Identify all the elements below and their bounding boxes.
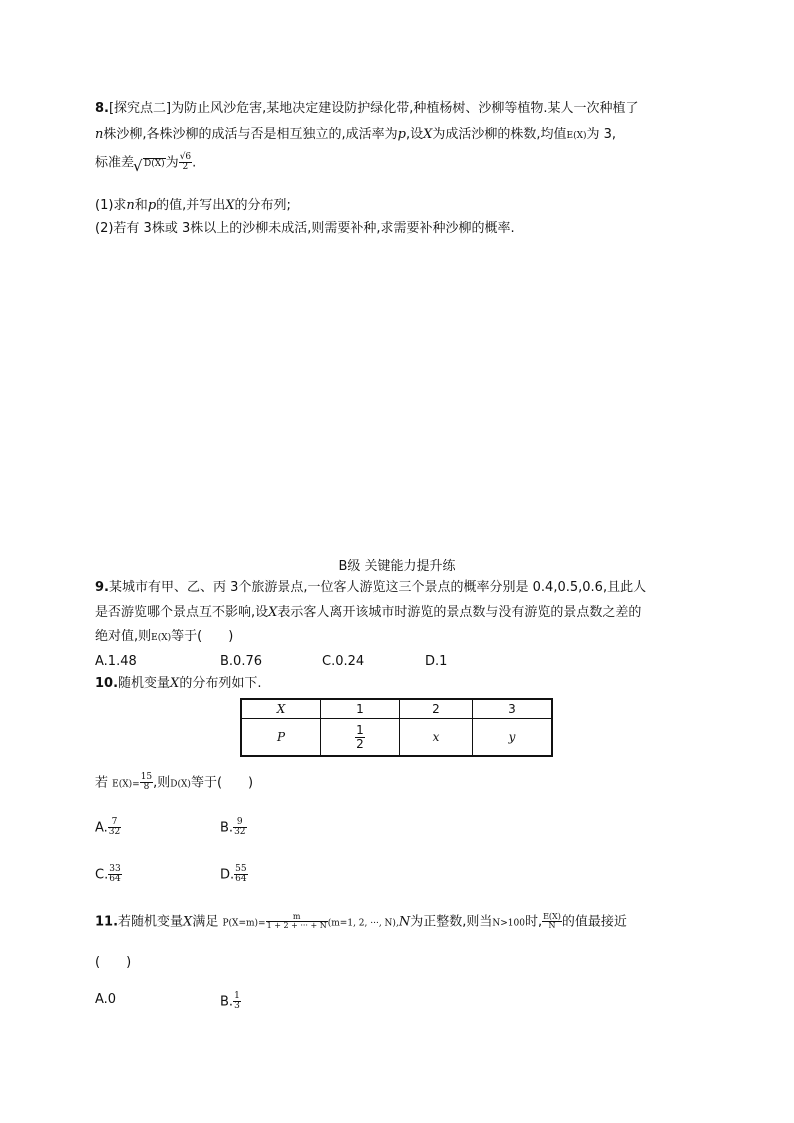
table-cell: 3	[473, 699, 553, 719]
q11-text-4: 时,	[524, 914, 543, 930]
option-letter: A.	[95, 820, 108, 836]
q9-var-x: X	[268, 605, 278, 620]
q8-line1	[95, 101, 639, 117]
sqrt-dx	[134, 159, 166, 170]
q11-text-5: 的值最接近	[561, 914, 627, 930]
frac-den: 8	[140, 782, 153, 792]
q9-text-2: 是否游览哪个景点互不影响,设	[95, 605, 269, 620]
q10-text-4: ,则	[153, 775, 171, 791]
option-letter: B.	[220, 820, 234, 836]
frac-den: 64	[235, 874, 247, 885]
table-row	[241, 719, 552, 757]
q10-text-1: 随机变量	[118, 676, 171, 691]
sqrt-radicand: D(X)	[144, 159, 165, 170]
q8-line3	[95, 153, 196, 173]
q11-var-x: X	[183, 914, 193, 930]
q11-var-n: N	[398, 914, 411, 930]
q11-text-2: 满足	[192, 914, 219, 930]
q8-text-3: ,设	[405, 127, 424, 142]
expr-ex: E(X)	[566, 131, 587, 141]
answer-paren: ( )	[95, 955, 132, 970]
option-fraction	[233, 818, 246, 838]
q11-range: (m=1, 2, ···, N),	[327, 918, 399, 929]
frac-den: 2	[179, 162, 192, 172]
q11-line2	[95, 955, 131, 971]
frac-num: 15	[140, 772, 153, 782]
q8-text-5: 为 3,	[586, 127, 617, 142]
frac-den: 1 + 2 + ··· + N	[266, 921, 327, 931]
q9-line3	[95, 629, 233, 645]
frac-den: 64	[109, 874, 121, 885]
p1-c: 和	[134, 198, 148, 213]
q9-ex: E(X)	[151, 633, 172, 643]
var-x: X	[423, 127, 433, 142]
table-cell	[321, 719, 400, 757]
q11-eq: =	[258, 918, 266, 929]
q9-number: 9.	[95, 580, 109, 595]
frac-num: m	[292, 912, 301, 921]
p1-n: n	[126, 198, 135, 213]
frac-one-half	[355, 724, 365, 750]
frac-den: 2	[356, 736, 364, 751]
frac-num: 7	[111, 817, 118, 827]
frac-num: 33	[109, 864, 121, 874]
frac-num: 1	[234, 991, 240, 1001]
q10-option-a[interactable]	[95, 818, 121, 838]
table-cell: X	[241, 699, 321, 719]
q9-line1	[95, 580, 646, 596]
q10-dx: D(X)	[170, 779, 191, 790]
p1-g: 的分布列;	[234, 198, 291, 213]
option-fraction	[233, 992, 241, 1012]
q11-text-3: 为正整数,则当	[410, 914, 493, 930]
option-letter: B.	[220, 994, 234, 1010]
p1-a: (1)求	[95, 198, 127, 213]
q11-line1	[95, 913, 627, 931]
q11-text-1: 若随机变量	[118, 914, 184, 930]
q9-text-3: 表示客人离开该城市时游览的景点数与没有游览的景点数之差的	[277, 605, 642, 620]
q11-pxm: P(X=m)	[222, 918, 259, 929]
frac-num: E(X)	[543, 912, 561, 921]
q8-text-4: 为成活沙柳的株数,均值	[432, 127, 567, 142]
q11-option-a[interactable]: A.0	[95, 992, 117, 1007]
option-fraction	[108, 865, 121, 885]
q8-text-2: 株沙柳,各株沙柳的成活与否是相互独立的,成活率为	[103, 127, 398, 142]
q9-option-b[interactable]: B.0.76	[220, 654, 262, 669]
var-p: p	[397, 127, 406, 142]
q10-ex: E(X)	[112, 779, 133, 790]
q10-text-2: 的分布列如下.	[179, 676, 262, 691]
p1-e: 的值,并写出	[156, 198, 226, 213]
q9-text-5: 等于( )	[171, 629, 234, 644]
q11-n-gt: N>100	[492, 918, 525, 929]
option-fraction	[108, 818, 121, 838]
table-cell: x	[400, 719, 473, 757]
var-n: n	[95, 127, 104, 142]
q8-text-1: [探究点二]为防止风沙危害,某地决定建设防护绿化带,种植杨树、沙柳等植物.某人一次种植了	[108, 101, 639, 116]
q9-option-a[interactable]: A.1.48	[95, 654, 137, 669]
q8-text-7: 为	[165, 155, 179, 171]
frac-num: 55	[235, 864, 247, 874]
distribution-table	[240, 698, 553, 757]
p1-x: X	[225, 198, 235, 213]
q8-part1	[95, 198, 291, 214]
q10-text-5: 等于( )	[190, 775, 254, 791]
table-cell: 1	[321, 699, 400, 719]
q10-number: 10.	[95, 676, 119, 691]
q11-number: 11.	[95, 914, 119, 930]
q10-condition	[95, 773, 253, 793]
q9-option-d[interactable]: D.1	[425, 654, 448, 669]
option-letter: C.	[95, 867, 109, 883]
q11-option-b[interactable]	[220, 992, 241, 1012]
frac-den: 32	[234, 827, 246, 838]
q10-option-c[interactable]	[95, 865, 122, 885]
q8-text-8: .	[192, 155, 197, 171]
p1-p: p	[147, 198, 157, 213]
frac-num: 9	[236, 817, 243, 827]
q10-intro	[95, 676, 261, 692]
q8-line2	[95, 127, 616, 143]
q9-text-1: 某城市有甲、乙、丙 3个旅游景点,一位客人游览这三个景点的概率分别是 0.4,0.5,0.6,且此人	[108, 580, 647, 595]
q10-option-d[interactable]	[220, 865, 248, 885]
option-fraction	[234, 865, 247, 885]
section-heading: B级 关键能力提升练	[338, 559, 456, 574]
q9-line2	[95, 605, 641, 621]
table-cell: y	[473, 719, 553, 757]
q8-text-6: 标准差	[95, 155, 135, 171]
option-letter: D.	[220, 867, 235, 883]
frac-sqrt6-2	[179, 153, 192, 173]
frac-m-sum	[266, 913, 328, 931]
frac-den: 32	[108, 827, 121, 838]
q10-var-x: X	[170, 676, 180, 691]
p2-text: (2)若有 3株或 3株以上的沙柳未成活,则需要补种,求需要补种沙柳的概率.	[95, 221, 515, 236]
q9-text-4: 绝对值,则	[95, 629, 152, 644]
q10-eq: =	[132, 779, 140, 790]
q10-text-3: 若	[95, 775, 109, 791]
frac-den: 3	[234, 1001, 240, 1012]
frac-num: 1	[356, 722, 364, 737]
q10-option-b[interactable]	[220, 818, 247, 838]
table-cell: 2	[400, 699, 473, 719]
q8-number: 8.	[95, 101, 109, 116]
q8-part2	[95, 221, 515, 237]
frac-den: N	[542, 921, 562, 930]
frac-ex-n	[542, 913, 562, 931]
frac-num: √6	[179, 152, 192, 162]
frac-15-8	[140, 773, 153, 793]
table-row	[241, 699, 552, 719]
table-cell: P	[241, 719, 321, 757]
q9-option-c[interactable]: C.0.24	[322, 654, 365, 669]
